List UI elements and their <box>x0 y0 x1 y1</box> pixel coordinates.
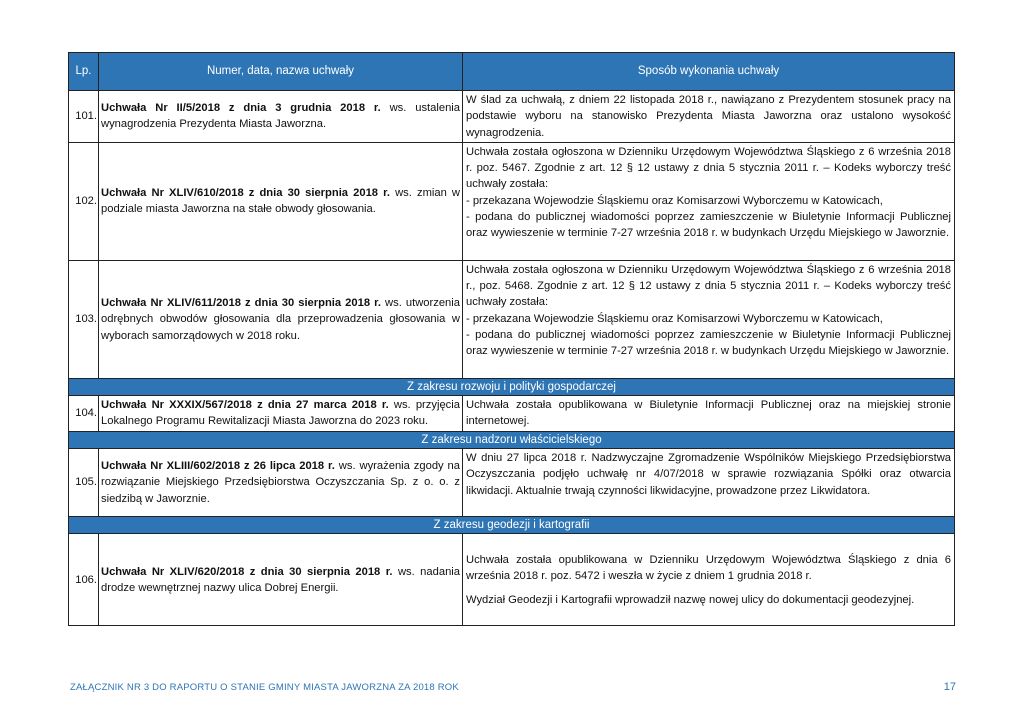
resolution-cell <box>99 534 463 626</box>
row-number: 103. <box>69 260 99 378</box>
section-title: Z zakresu rozwoju i polityki gospodarczej <box>69 378 955 395</box>
resolutions-table <box>68 52 955 626</box>
resolution-cell <box>99 91 463 143</box>
resolution-desc: ws. zmian w podziale miasta Jaworzna na stałe obwody głosowania. <box>101 187 461 216</box>
section-header <box>69 517 955 534</box>
resolution-desc: ws. utworzenia odrębnych obwodów głosowania dla przeprowadzenia głosowania w wyborach samorządowych w 2018 roku. <box>101 296 460 342</box>
execution-cell <box>463 396 955 432</box>
execution-text: Uchwała została opublikowana w Dzienniku Urzędowym Województwa Śląskiego z dnia 6 września 2018 r. poz. 5472 i weszła w życie z dniem 1 grudnia 2018 r. <box>466 553 951 583</box>
resolution-desc: ws. nadania drodze wewnętrznej nazwy ulica Dobrej Energii. <box>101 565 460 594</box>
resolution-title: Uchwała Nr XLIV/610/2018 z dnia 30 sierpnia 2018 r. <box>101 187 390 200</box>
execution-cell <box>463 260 955 378</box>
resolution-title: Uchwała Nr XLIII/602/2018 z 26 lipca 2018 r. <box>101 460 335 473</box>
execution-text: - podana do publicznej wiadomości poprzez zamieszczenie w Biuletynie Informacji Publicznej oraz wywieszenie w terminie 7-27 września 2018 r. w budynkach Urzędu Miejskiego w Jaworznie. <box>466 211 951 240</box>
execution-cell <box>463 91 955 143</box>
header-lp: Lp. <box>69 53 99 91</box>
execution-text: Uchwała została ogłoszona w Dzienniku Urzędowym Województwa Śląskiego z 6 września 2018 r., poz. 5468. Zgodnie z art. 12 § 12 ustawy z dnia 5 stycznia 2011 r. – Kodeks wyborczy treść uchwały została: <box>466 263 951 309</box>
row-number: 105. <box>69 449 99 517</box>
resolution-cell <box>99 260 463 378</box>
page-number: 17 <box>943 681 956 693</box>
table-row <box>69 260 955 378</box>
header-resolution: Numer, data, nazwa uchwały <box>99 53 463 91</box>
row-number: 106. <box>69 534 99 626</box>
execution-text: Uchwała została opublikowana w Biuletynie Informacji Publicznej oraz na miejskiej stronie internetowej. <box>466 399 951 428</box>
row-number: 104. <box>69 396 99 432</box>
execution-cell <box>463 449 955 517</box>
execution-text: - przekazana Wojewodzie Śląskiemu oraz Komisarzowi Wyborczemu w Katowicach, <box>466 194 883 207</box>
execution-text: - przekazana Wojewodzie Śląskiemu oraz Komisarzowi Wyborczemu w Katowicach, <box>466 312 883 325</box>
row-number: 102. <box>69 142 99 260</box>
table-row <box>69 449 955 517</box>
section-title: Z zakresu nadzoru właścicielskiego <box>69 431 955 448</box>
execution-cell <box>463 142 955 260</box>
resolution-cell <box>99 449 463 517</box>
resolution-desc: ws. przyjęcia Lokalnego Programu Rewitalizacji Miasta Jaworzna do 2023 roku. <box>101 399 460 428</box>
execution-text: W dniu 27 lipca 2018 r. Nadzwyczajne Zgromadzenie Wspólników Miejskiego Przedsiębiorstwa Oczyszczania podjęło uchwałę nr 4/07/2018 w sprawie rozwiązania Spółki oraz otwarcia likwidacji. Aktualnie trwają czynności likwidacyjne, prowadzone przez Likwidatora. <box>466 452 951 497</box>
table-row <box>69 534 955 626</box>
table-header <box>69 53 955 91</box>
resolution-title: Uchwała Nr XLIV/611/2018 z dnia 30 sierpnia 2018 r. <box>101 296 381 309</box>
table-row <box>69 142 955 260</box>
resolution-cell <box>99 396 463 432</box>
table-row <box>69 91 955 143</box>
execution-text: - podana do publicznej wiadomości poprzez zamieszczenie w Biuletynie Informacji Publicznej oraz wywieszenie w terminie 7-27 września 2018 r. w budynkach Urzędu Miejskiego w Jaworznie. <box>466 329 951 358</box>
execution-cell <box>463 534 955 626</box>
resolution-title: Uchwała Nr XLIV/620/2018 z dnia 30 sierpnia 2018 r. <box>101 565 393 578</box>
footer-title: ZAŁĄCZNIK NR 3 DO RAPORTU O STANIE GMINY MIASTA JAWORZNA ZA 2018 ROK <box>70 682 459 693</box>
resolution-title: Uchwała Nr II/5/2018 z dnia 3 grudnia 2018 r. <box>101 102 381 115</box>
execution-text: Uchwała została ogłoszona w Dzienniku Urzędowym Województwa Śląskiego z 6 września 2018 r. poz. 5467. Zgodnie z art. 12 § 12 ustawy z dnia 5 stycznia 2011 r. – Kodeks wyborczy treść uchwały została: <box>466 145 951 191</box>
resolution-cell <box>99 142 463 260</box>
resolution-desc: ws. wyrażenia zgody na rozwiązanie Miejskiego Przedsiębiorstwa Oczyszczania Sp. z o. o. z siedzibą w Jaworznie. <box>101 460 460 505</box>
execution-text: W ślad za uchwałą, z dniem 22 listopada 2018 r., nawiązano z Prezydentem stosunek pracy na podstawie wyboru na stanowisko Prezydenta Miasta Jaworzna oraz ustalono wysokość wynagrodzenia. <box>466 94 951 139</box>
section-title: Z zakresu geodezji i kartografii <box>69 517 955 534</box>
header-execution: Sposób wykonania uchwały <box>463 53 955 91</box>
resolution-desc: ws. ustalenia wynagrodzenia Prezydenta Miasta Jaworzna. <box>101 102 460 131</box>
row-number: 101. <box>69 91 99 143</box>
resolution-title: Uchwała Nr XXXIX/567/2018 z dnia 27 marca 2018 r. <box>101 399 389 412</box>
execution-text: Wydział Geodezji i Kartografii wprowadził nazwę nowej ulicy do dokumentacji geodezyjnej. <box>466 593 915 606</box>
table-row <box>69 396 955 432</box>
section-header <box>69 431 955 448</box>
section-header <box>69 378 955 395</box>
